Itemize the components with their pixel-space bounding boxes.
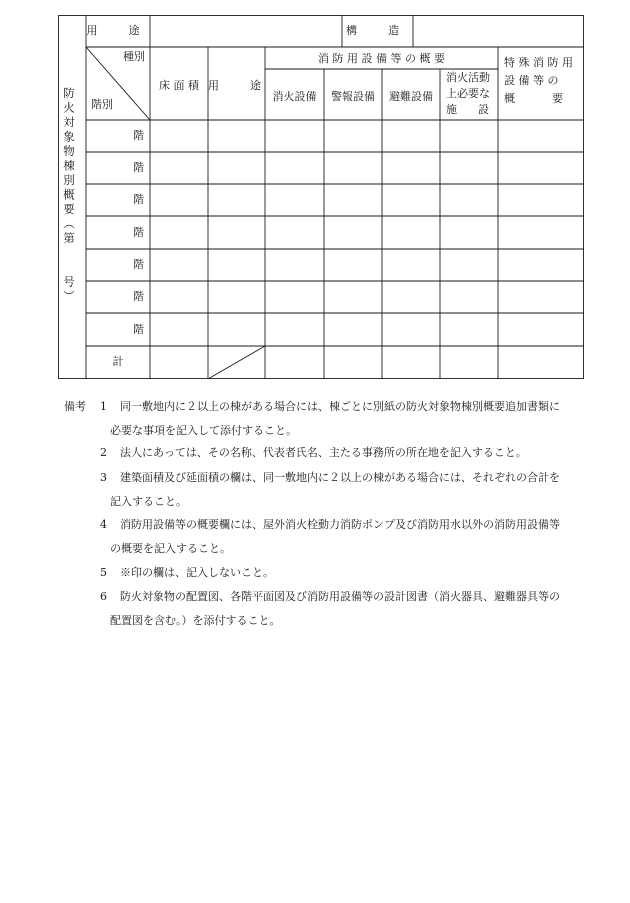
remarks-label: 備考 [64,400,86,413]
remark-text-line2: 記入すること。 [110,495,187,508]
remark-number: 3 [100,471,107,484]
extinguish-equipment-header: 消火設備 [272,90,317,103]
remark-number: 5 [100,566,107,579]
remark-text-line1: 建築面積及び延面積の欄は、同一敷地内に２以上の棟がある場合には、それぞれの合計を [120,471,560,484]
special-equipment-header-1: 特 殊 消 防 用 [504,56,573,69]
remark-number: 1 [100,400,107,413]
total-row-label: 計 [112,355,124,368]
special-equipment-header-3: 概 要 [504,92,568,105]
floor-row-label: 階 [133,161,144,174]
diagonal-floor-label: 階別 [91,98,113,111]
firefight-facility-header-1: 消火活動 [446,71,490,84]
remark-number: 2 [100,446,107,459]
remark-text-line1: 法人にあっては、その名称、代表者氏名、主たる事務所の所在地を記入すること。 [120,446,527,459]
remark-text-line1: 同一敷地内に２以上の棟がある場合には、棟ごとに別紙の防火対象物棟別概要追加書類に [120,400,560,413]
remark-text-line2: 必要な事項を記入して添付すること。 [110,424,297,437]
evacuation-equipment-header: 避難設備 [389,90,433,103]
fire-equipment-group-header: 消 防 用 設 備 等 の 概 要 [318,52,445,65]
firefight-facility-header-2: 上必要な [446,87,490,100]
remark-number: 4 [100,518,107,531]
remark-text-line2: 配置図を含む。）を添付すること。 [110,614,281,627]
floor-row-label: 階 [133,290,144,303]
floor-area-header: 床 面 積 [159,79,199,92]
remark-text-line1: 消防用設備等の概要欄には、屋外消火栓動力消防ポンプ及び消防用水以外の消防用設備等 [120,518,560,531]
floor-row-label: 階 [133,323,144,336]
form-side-title: 防火対象物棟別概要（第 号） [62,87,76,305]
building-overview-form [58,15,584,379]
firefight-facility-header-3: 施 設 [446,103,494,116]
usage-header: 用 途 [208,79,271,92]
special-equipment-header-2: 設 備 等 の [504,74,559,87]
remark-text-line1: 防火対象物の配置図、各階平面図及び消防用設備等の設計図書（消火器具、避難器具等の [120,590,560,603]
floor-row-label: 階 [133,226,144,239]
structure-label: 構 造 [346,24,409,37]
floor-row-label: 階 [133,193,144,206]
remark-number: 6 [100,590,107,603]
alarm-equipment-header: 警報設備 [331,90,375,103]
usage-label: 用 途 [86,24,150,37]
floor-row-label: 階 [133,129,144,142]
floor-row-label: 階 [133,258,144,271]
remark-text-line1: ※印の欄は、記入しないこと。 [120,566,274,579]
remark-text-line2: の概要を記入すること。 [110,542,231,555]
diagonal-type-label: 種別 [123,50,145,63]
